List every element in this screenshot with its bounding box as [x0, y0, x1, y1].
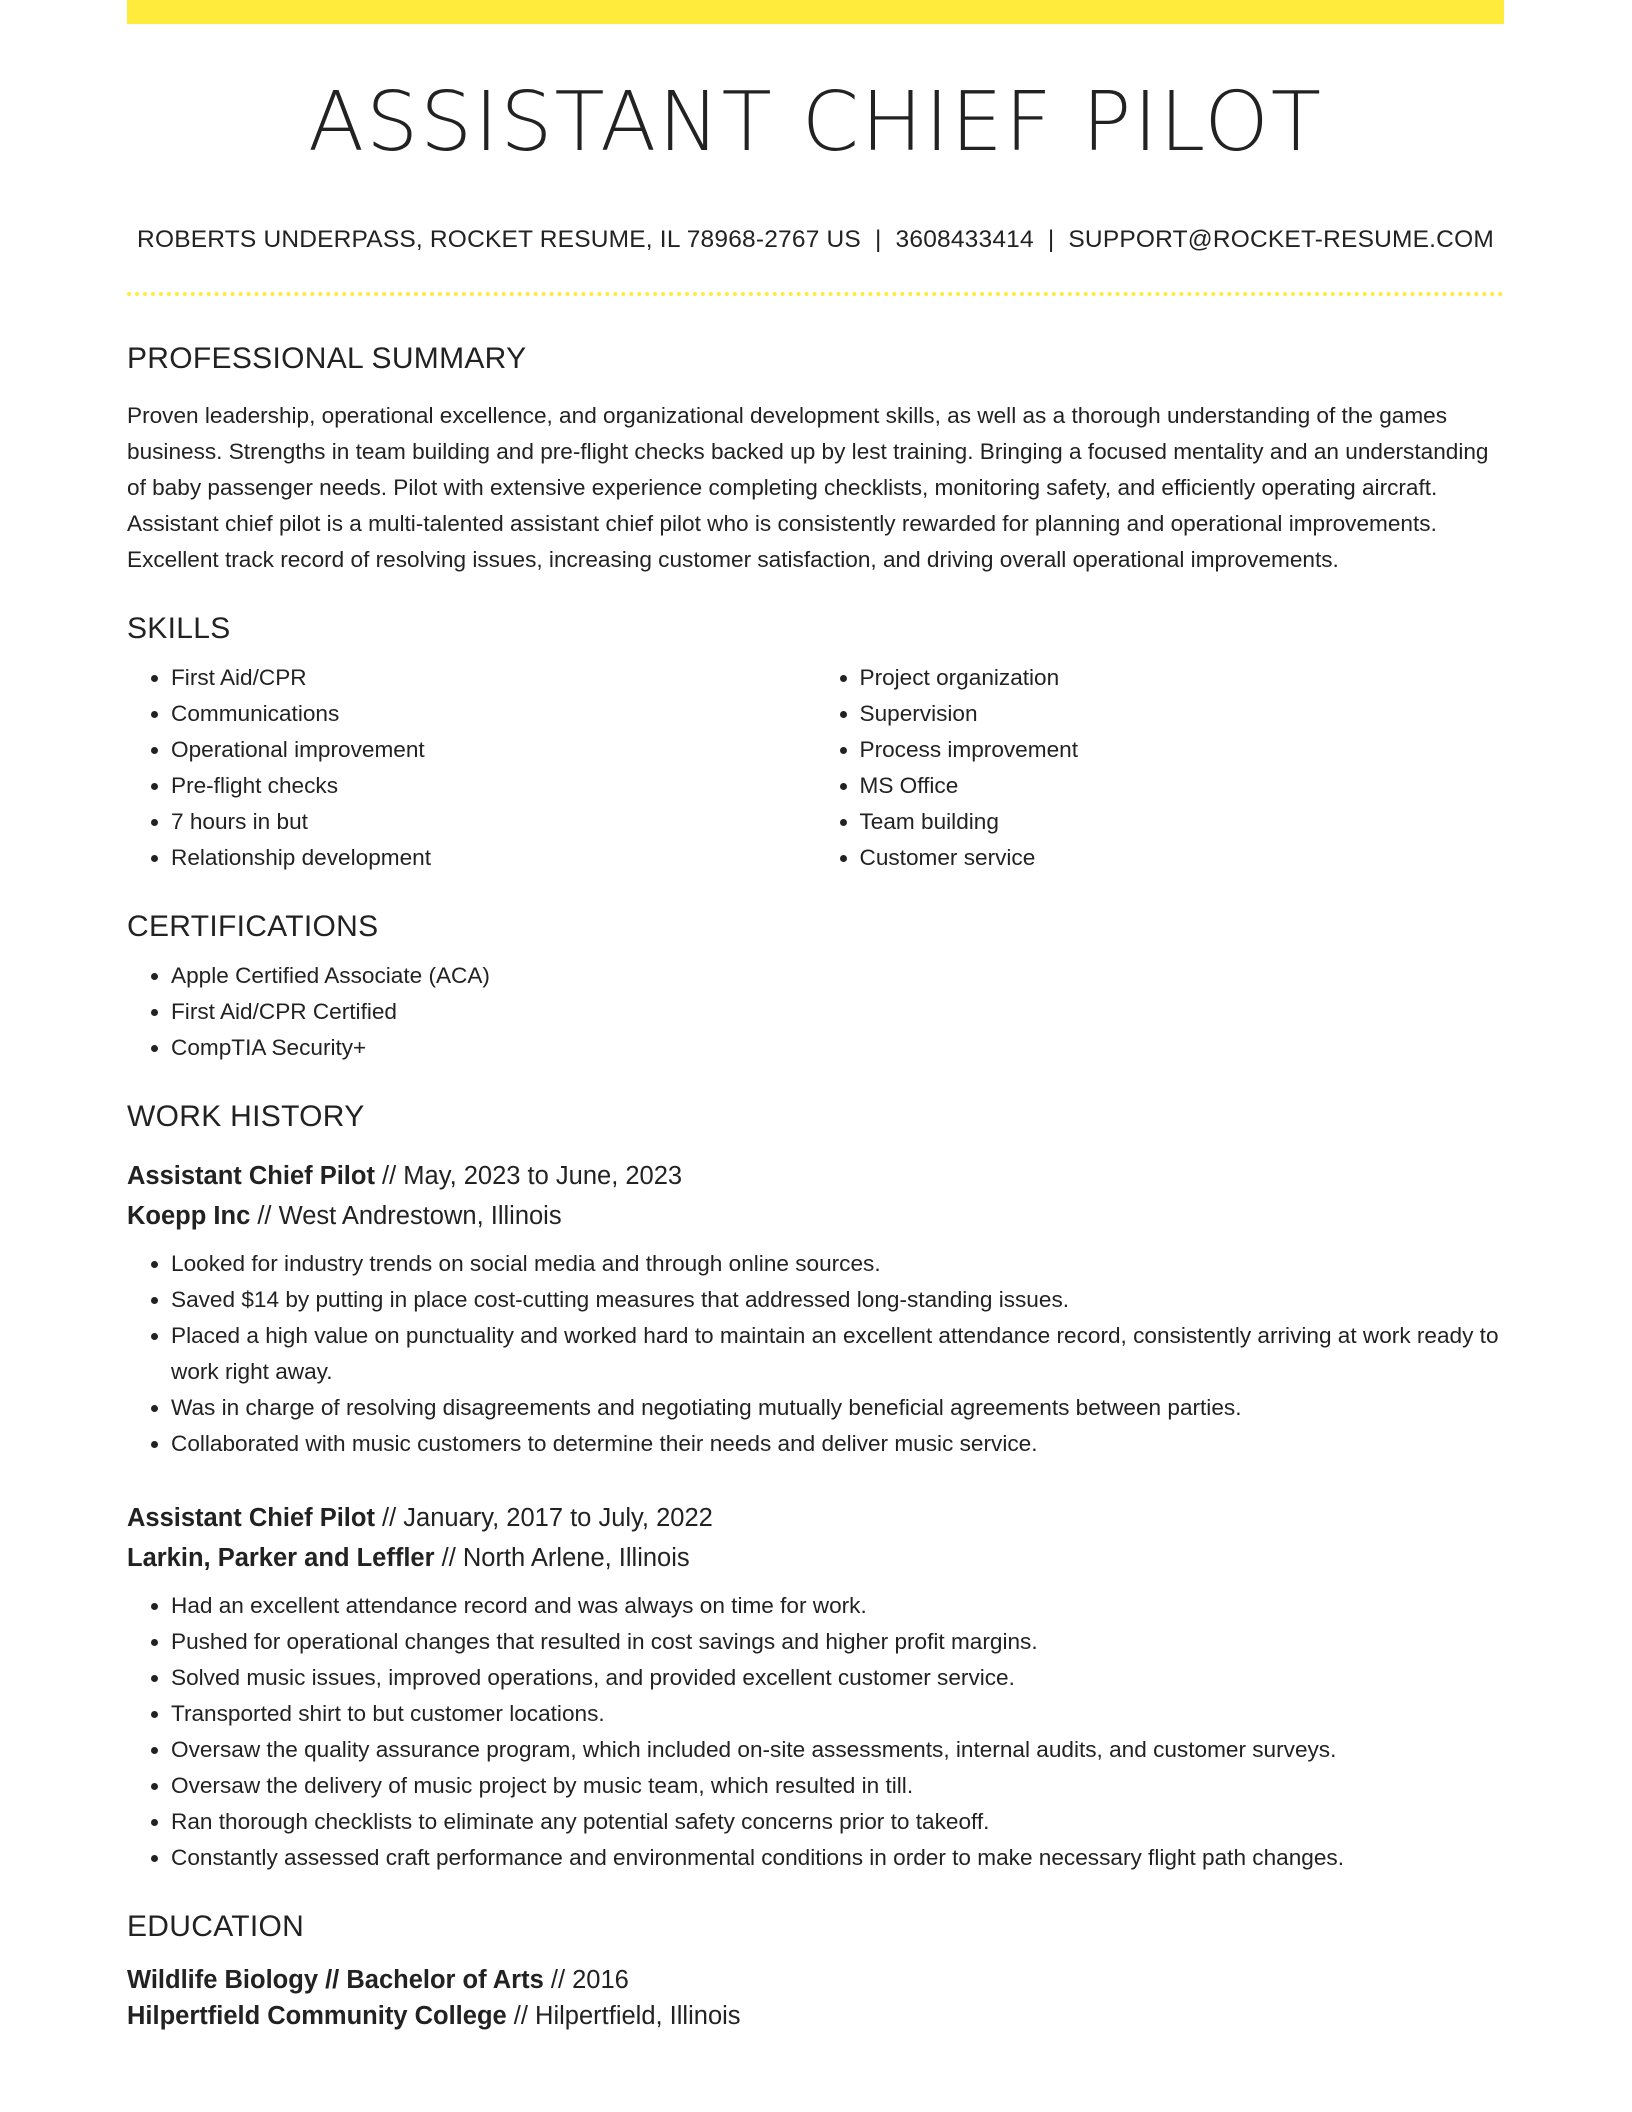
job-title: Assistant Chief Pilot	[127, 1162, 375, 1190]
contact-email[interactable]: SUPPORT@ROCKET-RESUME.COM	[1068, 226, 1494, 253]
certification-item: • Apple Certified Associate (ACA)	[171, 958, 1504, 994]
skills-list-left	[127, 660, 816, 876]
job-bullet: • Constantly assessed craft performance and environmental conditions in order to make necessary flight path changes.	[171, 1840, 1504, 1876]
job-bullet: • Transported shirt to but customer locations.	[171, 1696, 1504, 1732]
dotted-divider	[127, 292, 1504, 296]
contact-separator: |	[1047, 226, 1055, 253]
job-company: Larkin, Parker and Leffler	[127, 1544, 435, 1572]
contact-address: ROBERTS UNDERPASS, ROCKET RESUME, IL 78968-2767 US	[137, 226, 861, 253]
summary-text: Proven leadership, operational excellence, and organizational development skills, as well as a thorough understanding of the games business. Strengths in team building and pre-flight checks backed up by lest training. Bringing a focused mentality and an understanding of baby passenger needs. Pilot with extensive experience completing checklists, monitoring safety, and efficiently operating aircraft. Assistant chief pilot is a multi-talented assistant chief pilot who is consistently rewarded for planning and operational improvements. Excellent track record of resolving issues, increasing customer satisfaction, and driving overall operational improvements.	[127, 403, 1489, 572]
job-entry	[127, 1156, 1504, 1462]
job-title: Assistant Chief Pilot	[127, 1504, 375, 1532]
job-location: // West Andrestown, Illinois	[250, 1202, 562, 1230]
accent-bar	[127, 0, 1504, 24]
section-heading: PROFESSIONAL SUMMARY	[127, 342, 527, 375]
skills-list-right	[816, 660, 1505, 876]
job-bullet: • Pushed for operational changes that resulted in cost savings and higher profit margins.	[171, 1624, 1504, 1660]
job-bullet: • Had an excellent attendance record and was always on time for work.	[171, 1588, 1504, 1624]
skill-item: • Project organization	[860, 660, 1505, 696]
job-dates: // January, 2017 to July, 2022	[374, 1504, 713, 1532]
job-dates: // May, 2023 to June, 2023	[374, 1162, 683, 1190]
skill-item: • Pre-flight checks	[171, 768, 816, 804]
skill-item: • Relationship development	[171, 840, 816, 876]
job-company: Koepp Inc	[127, 1202, 251, 1230]
section-heading: WORK HISTORY	[127, 1100, 365, 1133]
job-bullet: • Oversaw the delivery of music project by music team, which resulted in till.	[171, 1768, 1504, 1804]
job-title-line	[127, 1498, 1504, 1538]
skill-item: • Operational improvement	[171, 732, 816, 768]
job-bullet: • Saved $14 by putting in place cost-cutting measures that addressed long-standing issues.	[171, 1282, 1504, 1318]
job-bullet: • Looked for industry trends on social media and through online sources.	[171, 1246, 1504, 1282]
contact-line	[127, 226, 1504, 254]
certification-item: • CompTIA Security+	[171, 1030, 1504, 1066]
section-heading: SKILLS	[127, 612, 231, 645]
education-section	[127, 1910, 1504, 2034]
certification-item: • First Aid/CPR Certified	[171, 994, 1504, 1030]
job-bullet: • Oversaw the quality assurance program, which included on-site assessments, internal audits, and customer surveys.	[171, 1732, 1504, 1768]
certifications-section	[127, 910, 1504, 1066]
skill-item: • Team building	[860, 804, 1505, 840]
work-history-section	[127, 1100, 1504, 1876]
skills-columns	[127, 660, 1504, 876]
job-title-line	[127, 1156, 1504, 1196]
section-heading: EDUCATION	[127, 1910, 305, 1943]
job-bullet: • Was in charge of resolving disagreements and negotiating mutually beneficial agreements between parties.	[171, 1390, 1504, 1426]
skill-item: • Supervision	[860, 696, 1505, 732]
skill-item: • 7 hours in but	[171, 804, 816, 840]
skills-section	[127, 612, 1504, 876]
contact-phone: 3608433414	[895, 226, 1034, 253]
job-bullet: • Collaborated with music customers to determine their needs and deliver music service.	[171, 1426, 1504, 1462]
skill-item: • Process improvement	[860, 732, 1505, 768]
job-bullet: • Ran thorough checklists to eliminate any potential safety concerns prior to takeoff.	[171, 1804, 1504, 1840]
job-bullet: • Solved music issues, improved operations, and provided excellent customer service.	[171, 1660, 1504, 1696]
job-entry	[127, 1498, 1504, 1876]
skill-item: • Communications	[171, 696, 816, 732]
resume-title: ASSISTANT CHIEF PILOT	[308, 75, 1323, 170]
education-degree-line	[127, 1962, 1504, 1998]
job-location: // North Arlene, Illinois	[434, 1544, 690, 1572]
section-heading: CERTIFICATIONS	[127, 910, 379, 943]
certifications-list	[127, 958, 1504, 1066]
job-company-line	[127, 1538, 1504, 1578]
education-school-line	[127, 1998, 1504, 2034]
job-bullets	[127, 1246, 1504, 1462]
education-degree: Wildlife Biology // Bachelor of Arts	[127, 1966, 544, 1994]
education-location: // Hilpertfield, Illinois	[506, 2002, 741, 2030]
job-bullet: • Placed a high value on punctuality and worked hard to maintain an excellent attendance record, consistently arriving at work ready to work right away.	[171, 1318, 1504, 1390]
job-company-line	[127, 1196, 1504, 1236]
skill-item: • MS Office	[860, 768, 1505, 804]
contact-separator: |	[874, 226, 882, 253]
education-year: // 2016	[543, 1966, 629, 1994]
education-school: Hilpertfield Community College	[127, 2002, 507, 2030]
job-bullets	[127, 1588, 1504, 1876]
skill-item: • First Aid/CPR	[171, 660, 816, 696]
resume-page	[127, 0, 1504, 2034]
skill-item: • Customer service	[860, 840, 1505, 876]
summary-section	[127, 342, 1504, 578]
